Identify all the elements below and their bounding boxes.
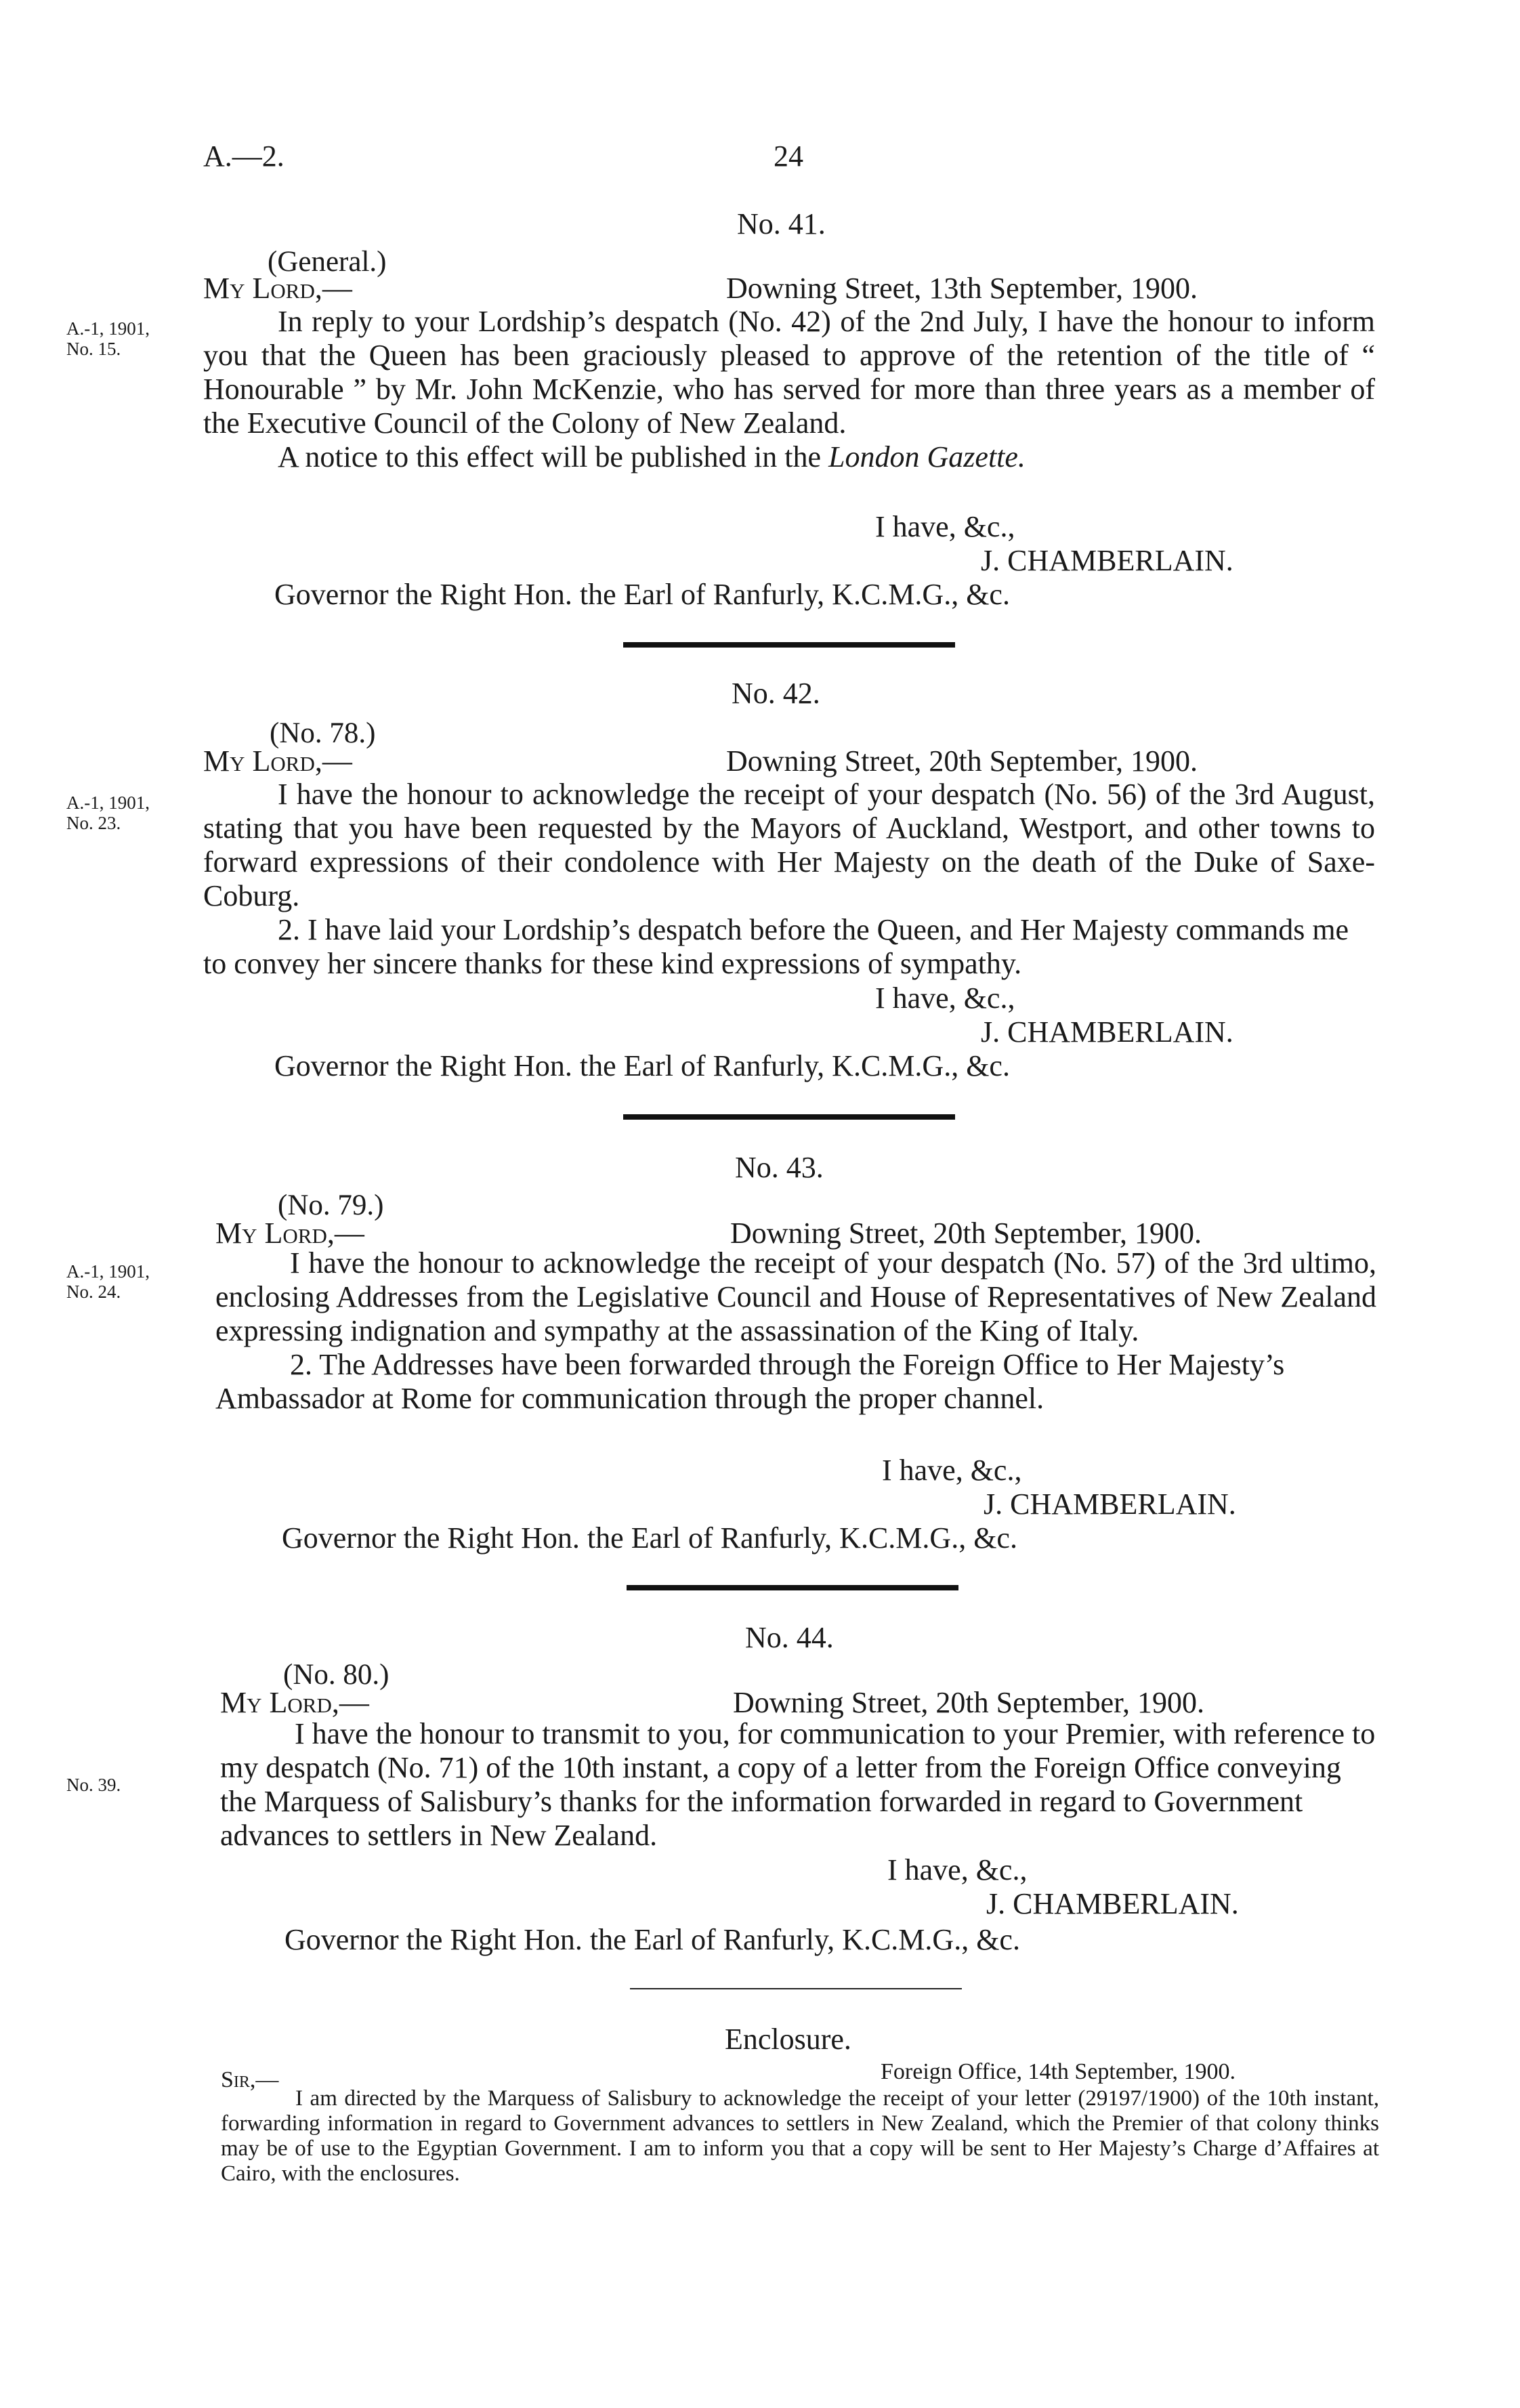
enclosure-title: Enclosure. [725,2023,851,2056]
margin-note: A.-1, 1901, No. 23. [66,793,150,833]
dateline: Downing Street, 13th September, 1900. [726,272,1198,305]
paragraph: In reply to your Lordship’s despatch (No. 42) of the 2nd July, I have the honour to inform you that the Queen has been graciously pleased to approve of the retention of the title of “ Honourable ” by Mr. John McKenzie, who has served for more than three years as a member of the Executive Council of the Colony of New Zealand. [203,305,1375,440]
salutation: My Lord,— [220,1686,369,1719]
dateline: Downing Street, 20th September, 1900. [726,744,1198,778]
enclosure-dateline: Foreign Office, 14th September, 1900. [881,2059,1236,2084]
section-divider [627,1585,958,1590]
closing: I have, &c., [875,981,1015,1015]
addressee: Governor the Right Hon. the Earl of Ranfurly, K.C.M.G., &c. [284,1923,1020,1956]
paragraph: I have the honour to acknowledge the receipt of your despatch (No. 57) of the 3rd ultimo, enclosing Addresses from the Legislative Council and House of Representatives of New Zealand expressing indignation and sympathy at the assassination of the King of Italy. [215,1246,1376,1347]
margin-note: A.-1, 1901, No. 24. [66,1261,150,1302]
signature: J. CHAMBERLAIN. [981,1015,1233,1049]
letter-body [215,1246,1376,1416]
signature: J. CHAMBERLAIN. [984,1487,1236,1521]
notice-paragraph: A notice to this effect will be published in the London Gazette. [278,440,1026,473]
letter-number: No. 44. [745,1621,834,1654]
addressee: Governor the Right Hon. the Earl of Ranfurly, K.C.M.G., &c. [282,1521,1017,1555]
letter-reference: (No. 78.) [270,717,376,749]
addressee: Governor the Right Hon. the Earl of Ranfurly, K.C.M.G., &c. [274,1049,1010,1082]
page-number: 24 [774,140,803,173]
addressee: Governor the Right Hon. the Earl of Ranfurly, K.C.M.G., &c. [274,578,1010,611]
paragraph: 2. The Addresses have been forwarded through the Foreign Office to Her Majesty’s Ambassador at Rome for communication through the proper channel. [215,1348,1285,1415]
dateline: Downing Street, 20th September, 1900. [730,1217,1202,1250]
closing: I have, &c., [882,1454,1022,1487]
paragraph: I have the honour to acknowledge the receipt of your despatch (No. 56) of the 3rd August, stating that you have been requested by the Mayors of Auckland, Westport, and other towns to forward expressions of their condolence with Her Majesty on the death of the Duke of Saxe-Coburg. [203,778,1375,912]
enclosure-body [221,2086,1379,2187]
enclosure-salutation: Sir,— [221,2067,279,2092]
section-divider [623,1114,955,1120]
letter-reference: (No. 79.) [278,1189,384,1221]
paragraph: 2. I have laid your Lordship’s despatch before the Queen, and Her Majesty commands me to convey her sincere thanks for these kind expressions of sympathy. [203,913,1349,980]
letter-number: No. 43. [735,1151,824,1184]
paragraph: I have the honour to transmit to you, for communication to your Premier, with reference to my despatch (No. 71) of the 10th instant, a copy of a letter from the Foreign Office conveying the Marquess of Salisbury’s thanks for the information forwarded in regard to Government advances to settlers in New Zealand. [220,1717,1376,1852]
paragraph: I am directed by the Marquess of Salisbury to acknowledge the receipt of your letter (29197/1900) of the 10th instant, forwarding information in regard to Government advances to settlers in New Zealand, which the Premier of that colony thinks may be of use to the Egyptian Government. I am to inform you that a copy will be sent to Her Majesty’s Charge d’Affaires at Cairo, with the enclosures. [221,2086,1379,2186]
letter-body [203,305,1375,474]
signature: J. CHAMBERLAIN. [981,544,1233,577]
salutation: My Lord,— [203,272,352,305]
letter-number: No. 42. [732,677,820,710]
closing: I have, &c., [887,1853,1028,1886]
margin-note: No. 39. [66,1775,121,1795]
document-reference: A.—2. [203,140,284,173]
section-divider [623,642,955,648]
salutation: My Lord,— [215,1217,364,1250]
enclosure-divider [630,1988,962,1989]
letter-reference: (No. 80.) [283,1659,389,1691]
signature: J. CHAMBERLAIN. [986,1887,1239,1920]
dateline: Downing Street, 20th September, 1900. [733,1686,1205,1719]
closing: I have, &c., [875,510,1015,543]
salutation: My Lord,— [203,744,352,778]
letter-body [220,1717,1378,1853]
letter-body [203,778,1375,981]
letter-number: No. 41. [737,207,826,240]
letter-reference: (General.) [268,246,387,278]
margin-note: A.-1, 1901, No. 15. [66,318,150,359]
